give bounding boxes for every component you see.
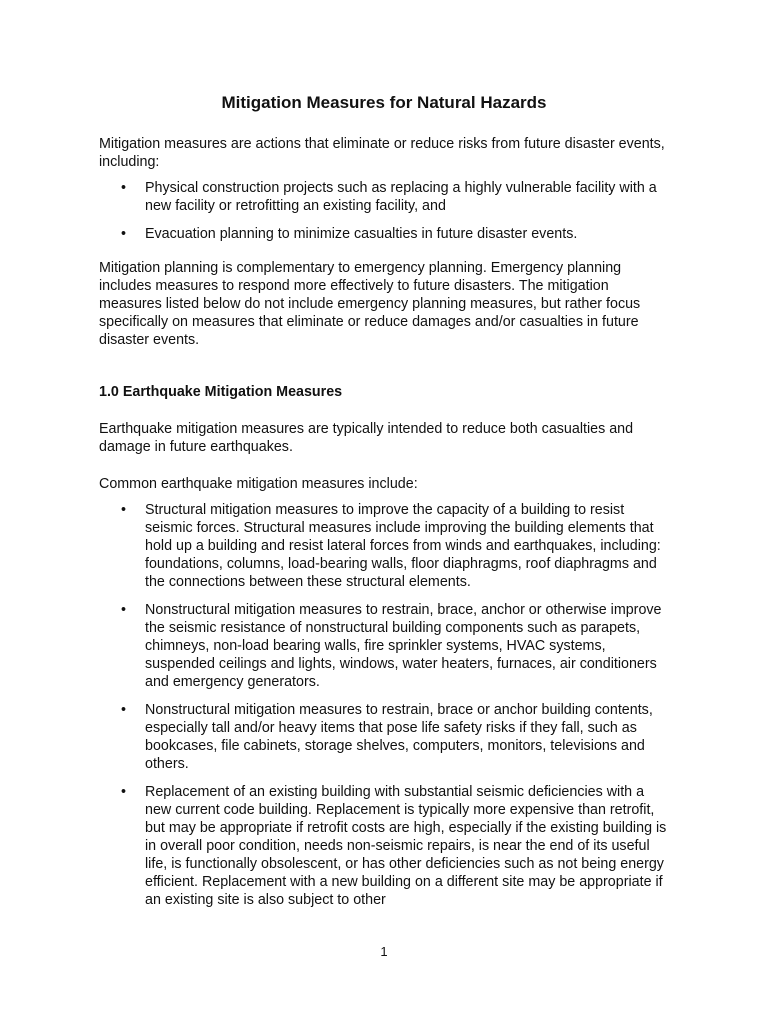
list-item-text: Physical construction projects such as replacing a highly vulnerable facility with a new facility or retrofitting an existing facility, and (145, 180, 657, 214)
list-item-text: Replacement of an existing building with substantial seismic deficiencies with a new current code building. Replacement is typically more expensive than retrofit, but may be appropriate if retrofit costs are high, especially if the existing building is in overall poor condition, needs non-seismic repairs, is near the end of its useful life, is functionally obsolescent, or has other deficiencies such as not being energy efficient. Replacement with a new building on a different site may be appropriate if an existing site is also subject to other (145, 784, 667, 908)
list-item-text: Evacuation planning to minimize casualties in future disaster events. (145, 226, 578, 242)
planning-paragraph: Mitigation planning is complementary to emergency planning. Emergency planning includes measures to respond more effectively to future disasters. The mitigation measures listed below do not include emergency planning measures, but rather focus specifically on measures that eliminate or reduce damages and/or casualties in future disaster events. (99, 260, 641, 348)
document-title: Mitigation Measures for Natural Hazards (221, 93, 547, 112)
list-item (99, 501, 674, 591)
list-item-text: Nonstructural mitigation measures to restrain, brace or anchor building contents, especially tall and/or heavy items that pose life safety risks if they fall, such as bookcases, file cabinets, storage shelves, computers, monitors, televisions and others. (145, 702, 653, 772)
list-item (99, 225, 674, 243)
list-item (99, 783, 674, 909)
list-item (99, 701, 674, 773)
list-item (99, 601, 674, 691)
section-heading: 1.0 Earthquake Mitigation Measures (99, 384, 343, 400)
section-paragraph: Earthquake mitigation measures are typically intended to reduce both casualties and damage in future earthquakes. (99, 421, 634, 455)
bullet-icon: • (121, 226, 127, 242)
page-number: 1 (380, 944, 388, 959)
earthquake-bullet-list (99, 501, 674, 909)
document-body (99, 135, 674, 919)
bullet-icon: • (121, 502, 127, 518)
list-item (99, 179, 674, 215)
bullet-icon: • (121, 180, 127, 196)
bullet-icon: • (121, 784, 127, 800)
bullet-icon: • (121, 702, 127, 718)
intro-bullet-list (99, 179, 674, 243)
common-measures-intro: Common earthquake mitigation measures include: (99, 476, 418, 492)
list-item-text: Nonstructural mitigation measures to restrain, brace, anchor or otherwise improve the seismic resistance of nonstructural building components such as parapets, chimneys, non-load bearing walls, fire sprinkler systems, HVAC systems, suspended ceilings and lights, windows, water heaters, furnaces, air conditioners and emergency generators. (145, 602, 662, 690)
list-item-text: Structural mitigation measures to improve the capacity of a building to resist seismic forces. Structural measures include improving the building elements that hold up a building and resist lateral forces from winds and earthquakes, including: foundations, columns, load-bearing walls, floor diaphragms, roof diaphragms and the connections between these structural elements. (145, 502, 661, 590)
intro-paragraph: Mitigation measures are actions that eliminate or reduce risks from future disaster events, including: (99, 136, 665, 170)
bullet-icon: • (121, 602, 127, 618)
